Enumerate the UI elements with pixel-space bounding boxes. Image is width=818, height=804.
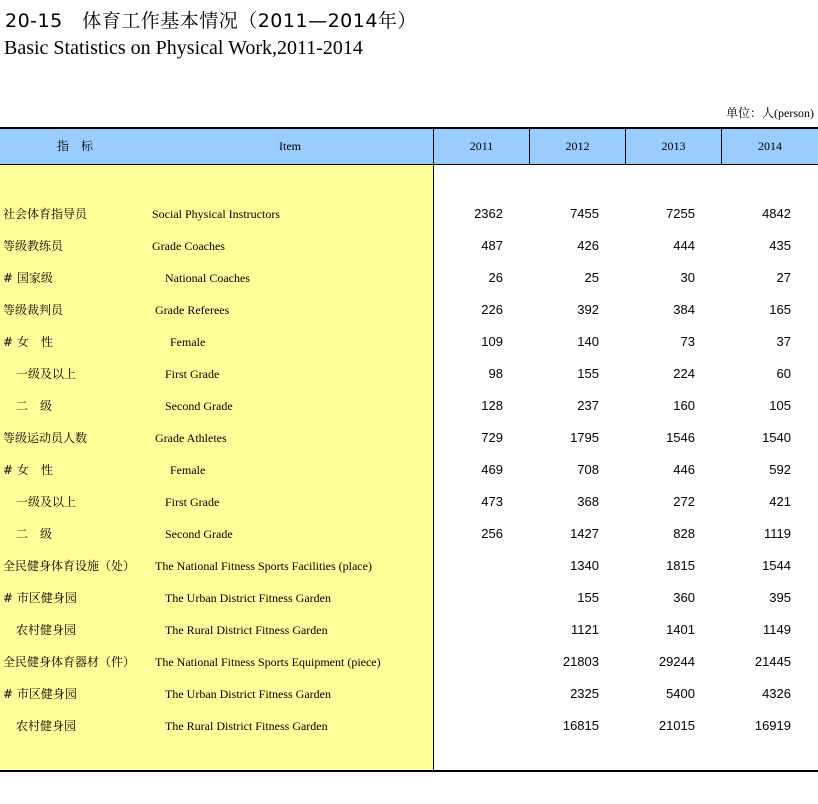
cell-value-2013: 1401 xyxy=(666,622,695,637)
unit-label: 单位：人(person) xyxy=(726,106,814,120)
row-label-chinese: 二 级 xyxy=(16,527,53,541)
table-row xyxy=(0,652,818,684)
cell-value-2013: 224 xyxy=(673,366,695,381)
cell-value-2013: 160 xyxy=(673,398,695,413)
cell-value-2012: 368 xyxy=(577,494,599,509)
cell-value-2013: 30 xyxy=(680,270,695,285)
cell-value-2012: 1427 xyxy=(570,526,599,541)
cell-value-2012: 1121 xyxy=(571,622,599,637)
table-row xyxy=(0,716,818,748)
cell-value-2014: 27 xyxy=(776,270,791,285)
cell-value-2014: 4842 xyxy=(762,206,791,221)
cell-value-2013: 21015 xyxy=(658,718,695,733)
cell-value-2011 xyxy=(423,652,503,672)
cell-value-2013: 1546 xyxy=(666,430,695,445)
header-year-2013: 2013 xyxy=(661,139,686,153)
row-label-chinese: # 国家级 xyxy=(3,271,53,285)
table-row xyxy=(0,396,818,428)
table-row xyxy=(0,524,818,556)
cell-value-2011 xyxy=(423,556,503,576)
table-row xyxy=(0,588,818,620)
row-label-chinese: 等级运动员人数 xyxy=(3,431,88,445)
table-row xyxy=(0,428,818,460)
row-label-chinese: # 女 性 xyxy=(3,335,53,349)
row-label-chinese: # 女 性 xyxy=(3,463,53,477)
cell-value-2013: 828 xyxy=(673,526,695,541)
cell-value-2011: 226 xyxy=(481,302,503,317)
cell-value-2011: 256 xyxy=(481,526,503,541)
cell-value-2011: 98 xyxy=(488,366,503,381)
row-label-english: Grade Coaches xyxy=(152,239,225,253)
cell-value-2014: 1540 xyxy=(762,430,791,445)
header-year-2012: 2012 xyxy=(565,139,590,153)
statistics-table xyxy=(0,127,818,772)
cell-value-2014: 1119 xyxy=(764,526,791,541)
cell-value-2011: 128 xyxy=(481,398,503,413)
row-label-english: First Grade xyxy=(165,367,220,381)
row-label-english: Social Physical Instructors xyxy=(152,207,280,221)
row-label-english: Grade Referees xyxy=(155,303,230,317)
title-english: Basic Statistics on Physical Work,2011-2014 xyxy=(4,37,363,59)
table-row xyxy=(0,364,818,396)
cell-value-2012: 16815 xyxy=(562,718,599,733)
cell-value-2012: 25 xyxy=(584,270,599,285)
row-label-english: The National Fitness Sports Facilities (place) xyxy=(155,559,372,573)
cell-value-2014: 16919 xyxy=(754,718,791,733)
cell-value-2013: 384 xyxy=(673,302,695,317)
row-label-chinese: # 市区健身园 xyxy=(3,591,77,605)
table-row xyxy=(0,684,818,716)
row-label-english: National Coaches xyxy=(165,271,250,285)
row-label-english: The Urban District Fitness Garden xyxy=(165,687,331,701)
table-row xyxy=(0,236,818,268)
cell-value-2012: 2325 xyxy=(570,686,599,701)
cell-value-2014: 4326 xyxy=(762,686,791,701)
table-row xyxy=(0,300,818,332)
row-label-chinese: 一级及以上 xyxy=(16,495,77,509)
cell-value-2014: 37 xyxy=(776,334,791,349)
cell-value-2013: 5400 xyxy=(666,686,695,701)
cell-value-2014: 21445 xyxy=(754,654,791,669)
table-row xyxy=(0,492,818,524)
cell-value-2011: 487 xyxy=(481,238,503,253)
cell-value-2013: 272 xyxy=(673,494,695,509)
row-label-english: Grade Athletes xyxy=(155,431,227,445)
row-label-chinese: 全民健身体育设施（处） xyxy=(3,559,136,573)
row-label-chinese: 农村健身园 xyxy=(16,623,77,637)
cell-value-2014: 435 xyxy=(769,238,791,253)
row-label-chinese: 农村健身园 xyxy=(16,719,77,733)
table-row xyxy=(0,620,818,652)
cell-value-2012: 708 xyxy=(577,462,599,477)
cell-value-2014: 1149 xyxy=(763,622,791,637)
header-item: Item xyxy=(279,139,301,153)
row-label-chinese: 等级教练员 xyxy=(3,239,64,253)
table-row xyxy=(0,460,818,492)
row-label-chinese: # 市区健身园 xyxy=(3,687,77,701)
row-label-english: Female xyxy=(170,463,206,477)
cell-value-2011 xyxy=(423,684,503,704)
cell-value-2012: 155 xyxy=(577,366,599,381)
table-row xyxy=(0,204,818,236)
cell-value-2012: 237 xyxy=(577,398,599,413)
cell-value-2011: 26 xyxy=(488,270,503,285)
table-header xyxy=(0,129,818,165)
title-chinese: 20-15 体育工作基本情况（2011—2014年） xyxy=(5,10,417,32)
row-label-english: The Rural District Fitness Garden xyxy=(165,623,328,637)
cell-value-2014: 105 xyxy=(769,398,791,413)
row-label-english: First Grade xyxy=(165,495,220,509)
header-year-2011: 2011 xyxy=(469,139,494,153)
cell-value-2011: 109 xyxy=(481,334,503,349)
row-label-english: Second Grade xyxy=(165,399,233,413)
cell-value-2011 xyxy=(423,620,503,640)
cell-value-2012: 140 xyxy=(577,334,599,349)
cell-value-2013: 7255 xyxy=(666,206,695,221)
cell-value-2013: 29244 xyxy=(658,654,695,669)
cell-value-2013: 73 xyxy=(680,334,695,349)
cell-value-2013: 446 xyxy=(673,462,695,477)
cell-value-2011: 729 xyxy=(481,430,503,445)
cell-value-2012: 426 xyxy=(577,238,599,253)
table-row xyxy=(0,556,818,588)
cell-value-2012: 1340 xyxy=(570,558,599,573)
cell-value-2011 xyxy=(423,588,503,608)
row-label-english: Female xyxy=(170,335,206,349)
cell-value-2011: 469 xyxy=(481,462,503,477)
cell-value-2012: 21803 xyxy=(562,654,599,669)
cell-value-2011 xyxy=(423,716,503,736)
cell-value-2014: 421 xyxy=(769,494,791,509)
cell-value-2014: 165 xyxy=(769,302,791,317)
row-label-chinese: 社会体育指导员 xyxy=(3,207,88,221)
table-row xyxy=(0,332,818,364)
cell-value-2012: 392 xyxy=(577,302,599,317)
cell-value-2014: 592 xyxy=(769,462,791,477)
row-label-chinese: 一级及以上 xyxy=(16,367,77,381)
row-label-english: Second Grade xyxy=(165,527,233,541)
row-label-chinese: 二 级 xyxy=(16,399,53,413)
table-row xyxy=(0,268,818,300)
row-label-english: The Urban District Fitness Garden xyxy=(165,591,331,605)
cell-value-2011: 473 xyxy=(481,494,503,509)
cell-value-2012: 7455 xyxy=(570,206,599,221)
header-year-2014: 2014 xyxy=(758,139,782,153)
row-label-english: The National Fitness Sports Equipment (piece) xyxy=(155,655,381,669)
row-label-chinese: 全民健身体育器材（件） xyxy=(3,655,136,669)
header-indicator: 指 标 xyxy=(56,139,93,153)
cell-value-2014: 1544 xyxy=(762,558,791,573)
cell-value-2013: 360 xyxy=(673,590,695,605)
cell-value-2013: 444 xyxy=(673,238,695,253)
row-label-chinese: 等级裁判员 xyxy=(3,303,64,317)
cell-value-2013: 1815 xyxy=(666,558,695,573)
cell-value-2012: 155 xyxy=(577,590,599,605)
cell-value-2014: 395 xyxy=(769,590,791,605)
cell-value-2014: 60 xyxy=(776,366,791,381)
cell-value-2011: 2362 xyxy=(474,206,503,221)
row-label-english: The Rural District Fitness Garden xyxy=(165,719,328,733)
cell-value-2012: 1795 xyxy=(570,430,599,445)
